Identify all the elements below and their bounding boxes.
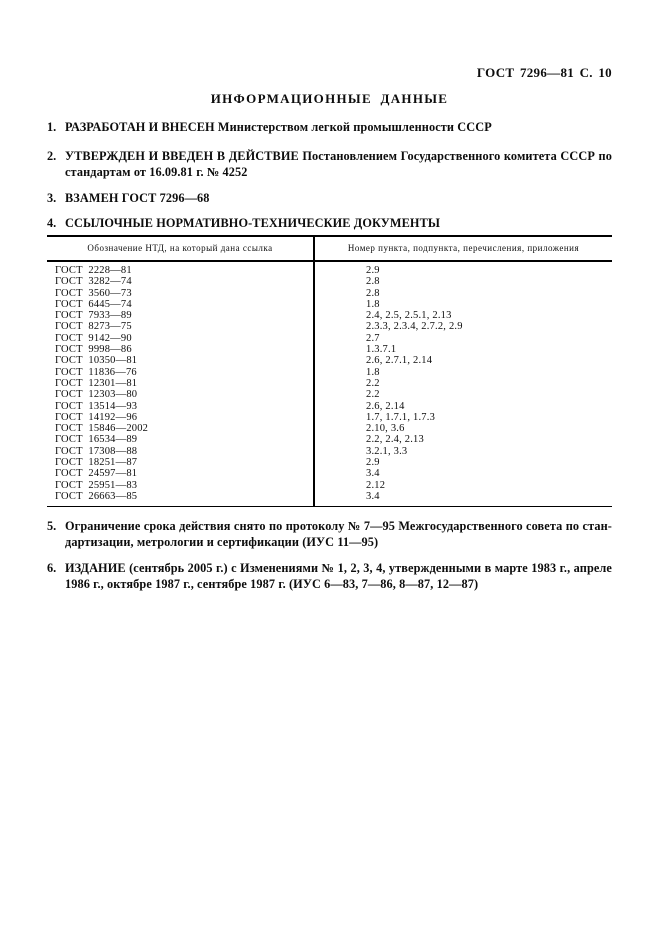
ntd-designation-cell: ГОСТ 14192—96 (55, 411, 138, 423)
ntd-designation-cell: ГОСТ 18251—87 (55, 457, 138, 469)
table-header-ntd: Обозначение НТД, на который дана ссылка (47, 236, 314, 261)
table-row (47, 434, 612, 445)
item-text (65, 190, 612, 206)
ntd-designation-cell: ГОСТ 6445—74 (55, 298, 132, 310)
table-header-row (47, 236, 612, 261)
info-item (47, 190, 612, 206)
ntd-designation-cell: ГОСТ 8273—75 (55, 321, 132, 333)
page-header-ref: ГОСТ 7296—81 С. 10 (476, 65, 612, 80)
ntd-designation-cell: ГОСТ 9142—90 (55, 332, 132, 344)
clause-refs-cell: 3.4 (314, 491, 612, 507)
table-header-refs: Номер пункта, подпункта, перечисления, приложения (314, 236, 612, 261)
ntd-designation-cell: ГОСТ 7933—89 (55, 310, 132, 322)
ntd-designation-cell: ГОСТ 9998—86 (55, 344, 132, 356)
clause-refs-cell: 3.2.1, 3.3 (314, 446, 612, 457)
table-row (47, 261, 612, 276)
ntd-designation-cell: ГОСТ 12301—81 (55, 377, 138, 389)
ntd-designation-cell: ГОСТ 24597—81 (55, 468, 138, 480)
clause-refs-cell: 2.2 (314, 389, 612, 400)
item-number: 2. (47, 149, 57, 163)
clause-refs-cell: 2.4, 2.5, 2.5.1, 2.13 (314, 310, 612, 321)
ntd-designation-cell: ГОСТ 26663—85 (55, 490, 138, 502)
item-number: 5. (47, 519, 57, 534)
ntd-designation-cell: ГОСТ 17308—88 (55, 445, 138, 457)
item-text-line: 1986 г., октябре 1987 г., сентябре 1987 г. (ИУС 6—83, 7—86, 8—87, 12—87) (65, 577, 479, 592)
item-text (65, 560, 612, 592)
clause-refs-cell: 2.10, 3.6 (314, 423, 612, 434)
ntd-designation-cell: ГОСТ 25951—83 (55, 479, 138, 491)
item-text (65, 148, 612, 180)
info-item (47, 560, 612, 592)
table-row (47, 367, 612, 378)
table-row (47, 457, 612, 468)
ntd-designation-cell: ГОСТ 3282—74 (55, 276, 132, 288)
clause-refs-cell: 1.8 (314, 299, 612, 310)
clause-refs-cell: 2.2 (314, 378, 612, 389)
table-row (47, 480, 612, 491)
table-row (47, 310, 612, 321)
table-row (47, 299, 612, 310)
table-row (47, 491, 612, 507)
ntd-designation-cell: ГОСТ 3560—73 (55, 287, 132, 299)
item-text-line: ВЗАМЕН ГОСТ 7296—68 (65, 191, 210, 205)
item-number: 4. (47, 216, 57, 230)
clause-refs-cell: 2.2, 2.4, 2.13 (314, 434, 612, 445)
item-text-line: дартизации, метрологии и сертификации (ИУС 11—95) (65, 535, 379, 550)
item-text-line: Ограничение срока действия снято по протоколу № 7—95 Межгосударственного совета по стан- (65, 519, 612, 534)
clause-refs-cell: 2.7 (314, 333, 612, 344)
ntd-designation-cell: ГОСТ 13514—93 (55, 400, 138, 412)
table-row (47, 412, 612, 423)
clause-refs-cell: 1.7, 1.7.1, 1.7.3 (314, 412, 612, 423)
clause-refs-cell: 2.6, 2.7.1, 2.14 (314, 355, 612, 366)
clause-refs-cell: 2.3.3, 2.3.4, 2.7.2, 2.9 (314, 321, 612, 332)
references-table (47, 235, 612, 507)
item-text (65, 518, 612, 550)
item-text (65, 119, 612, 135)
clause-refs-cell: 2.9 (314, 261, 612, 276)
ntd-designation-cell: ГОСТ 11836—76 (55, 366, 137, 378)
item-number: 1. (47, 120, 57, 134)
table-row (47, 355, 612, 366)
ntd-designation-cell: ГОСТ 10350—81 (55, 355, 138, 367)
table-row (47, 333, 612, 344)
info-item (47, 215, 612, 231)
table-row (47, 288, 612, 299)
clause-refs-cell: 1.3.7.1 (314, 344, 612, 355)
item-text-line: ИЗДАНИЕ (сентябрь 2005 г.) с Изменениями № 1, 2, 3, 4, утвержденными в марте 1983 г., апреле (65, 561, 612, 576)
table-row (47, 401, 612, 412)
table-row (47, 468, 612, 479)
clause-refs-cell: 3.4 (314, 468, 612, 479)
ntd-designation-cell: ГОСТ 16534—89 (55, 434, 138, 446)
clause-refs-cell: 2.6, 2.14 (314, 401, 612, 412)
ntd-designation-cell: ГОСТ 2228—81 (55, 265, 132, 276)
table-row (47, 321, 612, 332)
ntd-designation-cell: ГОСТ 12303—80 (55, 389, 138, 401)
item-text (65, 215, 612, 231)
clause-refs-cell: 2.8 (314, 276, 612, 287)
clause-refs-cell: 1.8 (314, 367, 612, 378)
page-content (47, 0, 612, 592)
info-item (47, 148, 612, 180)
info-items-top (47, 106, 612, 231)
item-text-line: УТВЕРЖДЕН И ВВЕДЕН В ДЕЙСТВИЕ Постановлением Государственного комитета СССР по (65, 149, 612, 163)
info-item (47, 119, 612, 135)
clause-refs-cell: 2.12 (314, 480, 612, 491)
item-number: 6. (47, 561, 57, 576)
info-item (47, 518, 612, 550)
table-row (47, 344, 612, 355)
clause-refs-cell: 2.8 (314, 288, 612, 299)
table-row (47, 378, 612, 389)
table-row (47, 423, 612, 434)
clause-refs-cell: 2.9 (314, 457, 612, 468)
item-number: 3. (47, 191, 57, 205)
item-text-line: РАЗРАБОТАН И ВНЕСЕН Министерством легкой промышленности СССР (65, 120, 492, 134)
table-row (47, 276, 612, 287)
info-items-bottom (47, 507, 612, 592)
ntd-designation-cell: ГОСТ 15846—2002 (55, 423, 149, 435)
item-text-line: стандартам от 16.09.81 г. № 4252 (65, 165, 248, 179)
table-row (47, 389, 612, 400)
document-title: ИНФОРМАЦИОННЫЕ ДАННЫЕ (210, 91, 449, 106)
item-text-line: ССЫЛОЧНЫЕ НОРМАТИВНО-ТЕХНИЧЕСКИЕ ДОКУМЕНТЫ (65, 216, 441, 230)
table-row (47, 446, 612, 457)
